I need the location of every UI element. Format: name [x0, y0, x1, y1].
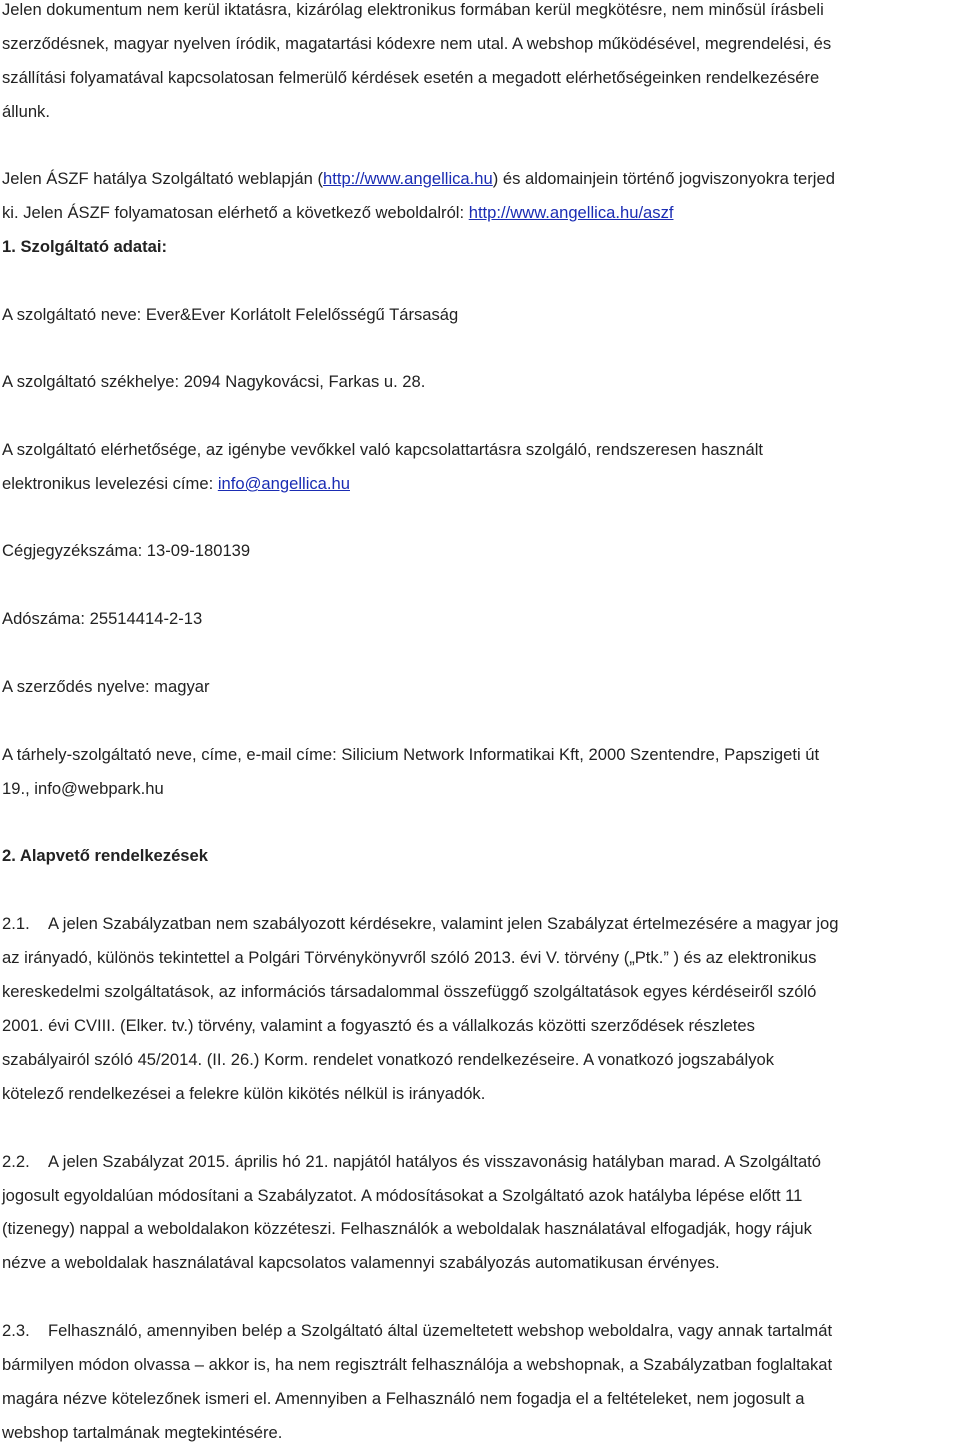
- provider-contact-line-1: A szolgáltató elérhetősége, az igénybe vevőkkel való kapcsolattartásra szolgáló, rendszeresen használt: [2, 440, 763, 459]
- para-2-1-line-2: az irányadó, különös tekintettel a Polgári Törvénykönyvről szóló 2013. évi V. törvény („Ptk.” ) és az elektronikus: [2, 948, 817, 967]
- para-2-3-text-1: Felhasználó, amennyiben belép a Szolgáltató által üzemeltetett webshop weboldalra, vagy annak tartalmát: [48, 1321, 833, 1340]
- hosting-line-2: 19., info@webpark.hu: [2, 779, 164, 798]
- para-2-2-line-4: nézve a weboldalak használatával kapcsolatos valamennyi szabályozás automatikusan érvényes.: [2, 1253, 720, 1272]
- tax-number: Adószáma: 25514414-2-13: [2, 609, 203, 628]
- para-2-2-number: 2.2.: [2, 1152, 30, 1171]
- section-2-heading: 2. Alapvető rendelkezések: [2, 846, 208, 865]
- contact-label: elektronikus levelezési címe:: [2, 474, 218, 493]
- para-2-1-number: 2.1.: [2, 914, 30, 933]
- intro-line-1: Jelen dokumentum nem kerül iktatásra, kizárólag elektronikus formában kerül megkötésre, nem minősül írásbeli: [2, 0, 824, 19]
- scope-line-2: [2, 203, 673, 223]
- para-2-2-text-1: A jelen Szabályzat 2015. április hó 21. napjától hatályos és visszavonásig hatályban marad. A Szolgáltató: [48, 1152, 822, 1171]
- registration-number: Cégjegyzékszáma: 13-09-180139: [2, 541, 251, 560]
- para-2-3-line-1: [2, 1321, 832, 1341]
- para-2-3-line-3: magára nézve kötelezőnek ismeri el. Amennyiben a Felhasználó nem fogadja el a feltételeket, nem jogosult a: [2, 1389, 805, 1408]
- section-1-heading: 1. Szolgáltató adatai:: [2, 237, 168, 256]
- scope-text-2: ki. Jelen ÁSZF folyamatosan elérhető a következő weboldalról:: [2, 203, 469, 222]
- aszf-link[interactable]: http://www.angellica.hu/aszf: [468, 203, 674, 222]
- scope-line-1: [2, 169, 835, 189]
- para-2-3-line-4: webshop tartalmának megtekintésére.: [2, 1423, 283, 1442]
- para-2-3-line-2: bármilyen módon olvassa – akkor is, ha nem regisztrált felhasználója a webshopnak, a Szabályzatban foglaltakat: [2, 1355, 833, 1374]
- para-2-1-line-3: kereskedelmi szolgáltatások, az információs társadalommal összefüggő szolgáltatások egyes kérdéseiről szóló: [2, 982, 817, 1001]
- website-link[interactable]: http://www.angellica.hu: [323, 169, 493, 188]
- para-2-1-line-5: szabályairól szóló 45/2014. (II. 26.) Korm. rendelet vonatkozó rendelkezéseire. A vonatkozó jogszabályok: [2, 1050, 775, 1069]
- hosting-line-1: A tárhely-szolgáltató neve, címe, e-mail címe: Silicium Network Informatikai Kft, 2000 Szentendre, Papszigeti út: [2, 745, 820, 764]
- provider-seat: A szolgáltató székhelye: 2094 Nagykovácsi, Farkas u. 28.: [2, 372, 426, 391]
- intro-line-4: állunk.: [2, 102, 50, 121]
- para-2-2-line-2: jogosult egyoldalúan módosítani a Szabályzatot. A módosításokat a Szolgáltató azok hatályba lépése előtt 11: [2, 1186, 803, 1205]
- contact-email-link[interactable]: info@angellica.hu: [217, 474, 350, 493]
- para-2-2-line-1: [2, 1152, 821, 1172]
- scope-text-post: ) és aldomainjein történő jogviszonyokra terjed: [492, 169, 835, 188]
- para-2-1-line-1: [2, 914, 838, 934]
- intro-line-2: szerződésnek, magyar nyelven íródik, magatartási kódexre nem utal. A webshop működésével, megrendelési, és: [2, 34, 832, 53]
- contract-language: A szerződés nyelve: magyar: [2, 677, 210, 696]
- intro-line-3: szállítási folyamatával kapcsolatosan felmerülő kérdések esetén a megadott elérhetőségeinken rendelkezésére: [2, 68, 820, 87]
- para-2-1-line-6: kötelező rendelkezései a felekre külön kikötés nélkül is irányadók.: [2, 1084, 486, 1103]
- para-2-2-line-3: (tizenegy) nappal a weboldalakon közzéteszi. Felhasználók a weboldalak használatával elfogadják, hogy rájuk: [2, 1219, 812, 1238]
- provider-contact-line-2: [2, 474, 350, 494]
- para-2-1-text-1: A jelen Szabályzatban nem szabályozott kérdésekre, valamint jelen Szabályzat értelmezésére a magyar jog: [48, 914, 839, 933]
- provider-name: A szolgáltató neve: Ever&Ever Korlátolt Felelősségű Társaság: [2, 305, 459, 324]
- para-2-3-number: 2.3.: [2, 1321, 30, 1340]
- para-2-1-line-4: 2001. évi CVIII. (Elker. tv.) törvény, valamint a fogyasztó és a vállalkozás közötti szerződések részletes: [2, 1016, 755, 1035]
- scope-text-pre: Jelen ÁSZF hatálya Szolgáltató weblapján (: [2, 169, 323, 188]
